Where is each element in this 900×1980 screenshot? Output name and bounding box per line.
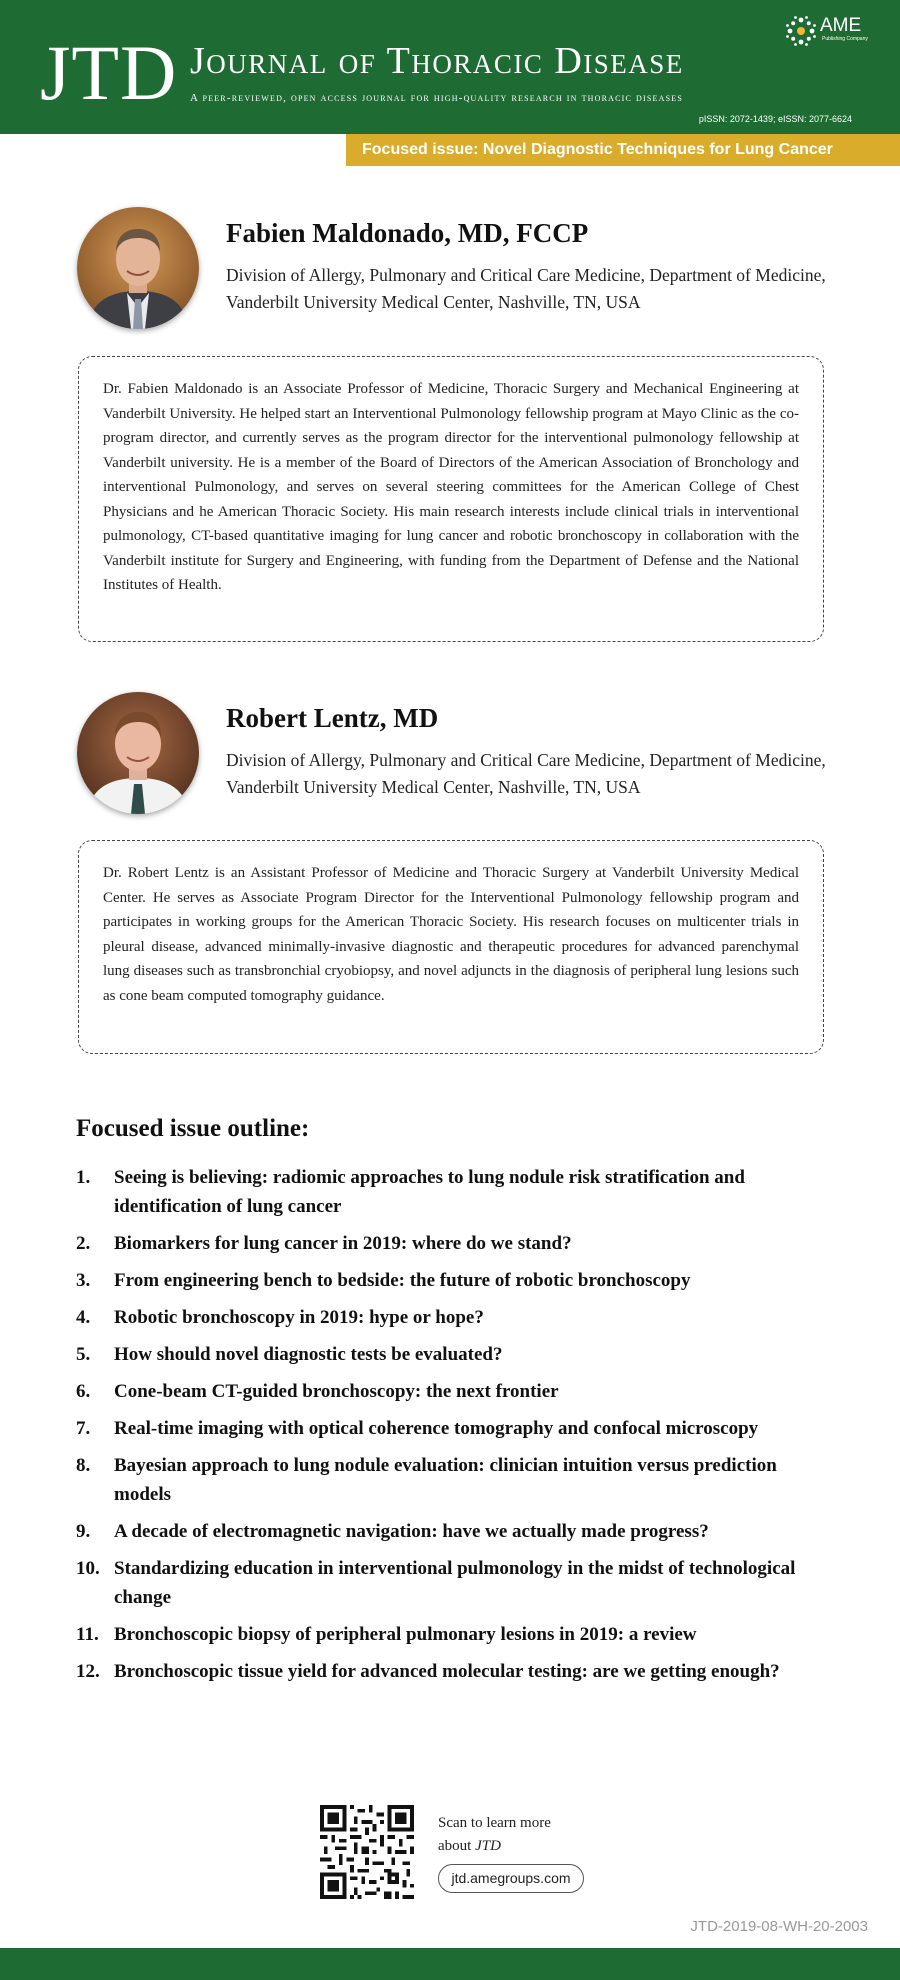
outline-item-number: 12. [76,1661,100,1682]
ame-text: AME [820,15,862,36]
scan-line-2 [438,1835,551,1858]
outline-item [76,1377,836,1406]
avatar-lentz [77,692,199,814]
bio-box-lentz [78,840,824,1054]
focus-banner [346,134,900,166]
outline-item [76,1657,836,1686]
ame-small-text: Publishing Company [822,36,868,42]
scan-line-2-prefix: about [438,1838,476,1854]
outline-item-number: 11. [76,1624,99,1645]
outline-item-text: Cone-beam CT-guided bronchoscopy: the next frontier [114,1381,559,1402]
scan-cta-text [438,1812,551,1858]
person-name-maldonado: Fabien Maldonado, MD, FCCP [226,218,589,248]
outline-item-text: Seeing is believing: radiomic approaches to lung nodule risk stratification and identification of lung cancer [114,1167,745,1217]
website-url[interactable]: jtd.amegroups.com [451,1870,571,1886]
outline-item-number: 4. [76,1307,91,1328]
document-code: JTD-2019-08-WH-20-2003 [690,1918,868,1935]
outline-item-number: 1. [76,1167,91,1188]
outline-item-number: 9. [76,1521,91,1542]
outline-item [76,1303,836,1332]
website-link[interactable] [438,1864,584,1893]
outline-item-text: Real-time imaging with optical coherence tomography and confocal microscopy [114,1418,759,1439]
outline-item-text: Bayesian approach to lung nodule evaluation: clinician intuition versus prediction models [114,1455,777,1505]
outline-item [76,1451,836,1509]
outline-item [76,1620,836,1649]
outline-item-text: Biomarkers for lung cancer in 2019: where do we stand? [114,1233,572,1254]
journal-subtitle: A peer-reviewed, open access journal for high-quality research in thoracic diseases [190,92,683,104]
portrait-maldonado-image [77,207,199,329]
focus-banner-text: Focused issue: Novel Diagnostic Techniques for Lung Cancer [362,141,833,158]
journal-title: Journal of Thoracic Disease [190,40,684,82]
outline-item-text: Robotic bronchoscopy in 2019: hype or hope? [114,1307,484,1328]
outline-item-text: How should novel diagnostic tests be evaluated? [114,1344,503,1365]
outline-item [76,1414,836,1443]
bio-box-maldonado [78,356,824,642]
qr-code-icon[interactable] [320,1805,414,1899]
footer-bar [0,1948,900,1980]
outline-item-number: 6. [76,1381,91,1402]
bio-lentz: Dr. Robert Lentz is an Assistant Professor of Medicine and Thoracic Surgery at Vanderbilt University Medical Center. He serves as Associate Program Director for the Interventional Pulmonology fellowship program and participates in working groups for the American Thoracic Society. His research focuses on multicenter trials in pleural disease, advanced minimally-invasive diagnostic and therapeutic procedures for advanced parenchymal lung diseases such as transbronchial cryobiopsy, and novel adjuncts in the diagnosis of peripheral lung lesions such as cone beam computed tomography guidance. [103,865,799,1004]
outline-item-number: 7. [76,1418,91,1439]
outline-item [76,1163,836,1221]
affiliation-lentz: Division of Allergy, Pulmonary and Critical Care Medicine, Department of Medicine, Vanderbilt University Medical Center, Nashville, TN, USA [226,750,826,797]
issn-text: pISSN: 2072-1439; eISSN: 2077-6624 [698,114,852,124]
outline-item-number: 3. [76,1270,91,1291]
outline-item-number: 10. [76,1558,100,1579]
outline-item-text: Bronchoscopic tissue yield for advanced molecular testing: are we getting enough? [114,1661,780,1682]
outline-item [76,1229,836,1258]
outline-item [76,1340,836,1369]
outline-list [76,1163,836,1694]
outline-item-text: From engineering bench to bedside: the future of robotic bronchoscopy [114,1270,691,1291]
jtd-logo: JTD [40,29,178,116]
scan-line-2-journal: JTD [475,1838,501,1854]
outline-item-number: 2. [76,1233,91,1254]
outline-item-text: Standardizing education in interventional pulmonology in the midst of technological change [114,1558,796,1608]
bio-maldonado: Dr. Fabien Maldonado is an Associate Professor of Medicine, Thoracic Surgery and Mechanical Engineering at Vanderbilt University. He helped start an Interventional Pulmonology fellowship program at Mayo Clinic as the co-program director, and currently serves as the program director for the interventional pulmonology fellowship at Vanderbilt university. He is a member of the Board of Directors of the American Association of Bronchology and interventional Pulmonology, and serves on several steering committees for the American College of Chest Physicians and he American Thoracic Society. His main research interests include clinical trials in interventional pulmonology, CT-based quantitative imaging for lung cancer and robotic bronchoscopy in collaboration with the Vanderbilt institute for Surgery and Engineering, with funding from the Department of Defense and the National Institutes of Health. [103,381,799,593]
outline-item [76,1266,836,1295]
avatar-maldonado [77,207,199,329]
outline-item [76,1554,836,1612]
outline-item-text: A decade of electromagnetic navigation: have we actually made progress? [114,1521,709,1542]
journal-header [0,0,900,134]
scan-line-1: Scan to learn more [438,1815,551,1831]
affiliation-maldonado: Division of Allergy, Pulmonary and Critical Care Medicine, Department of Medicine, Vanderbilt University Medical Center, Nashville, TN, USA [226,265,826,312]
outline-item [76,1517,836,1546]
portrait-lentz-image [77,692,199,814]
outline-title: Focused issue outline: [76,1115,310,1142]
ame-publisher-logo [784,14,874,48]
outline-item-number: 8. [76,1455,91,1476]
outline-item-text: Bronchoscopic biopsy of peripheral pulmonary lesions in 2019: a review [114,1624,697,1645]
person-name-lentz: Robert Lentz, MD [226,703,439,733]
ame-dots-icon [784,14,818,48]
outline-item-number: 5. [76,1344,91,1365]
